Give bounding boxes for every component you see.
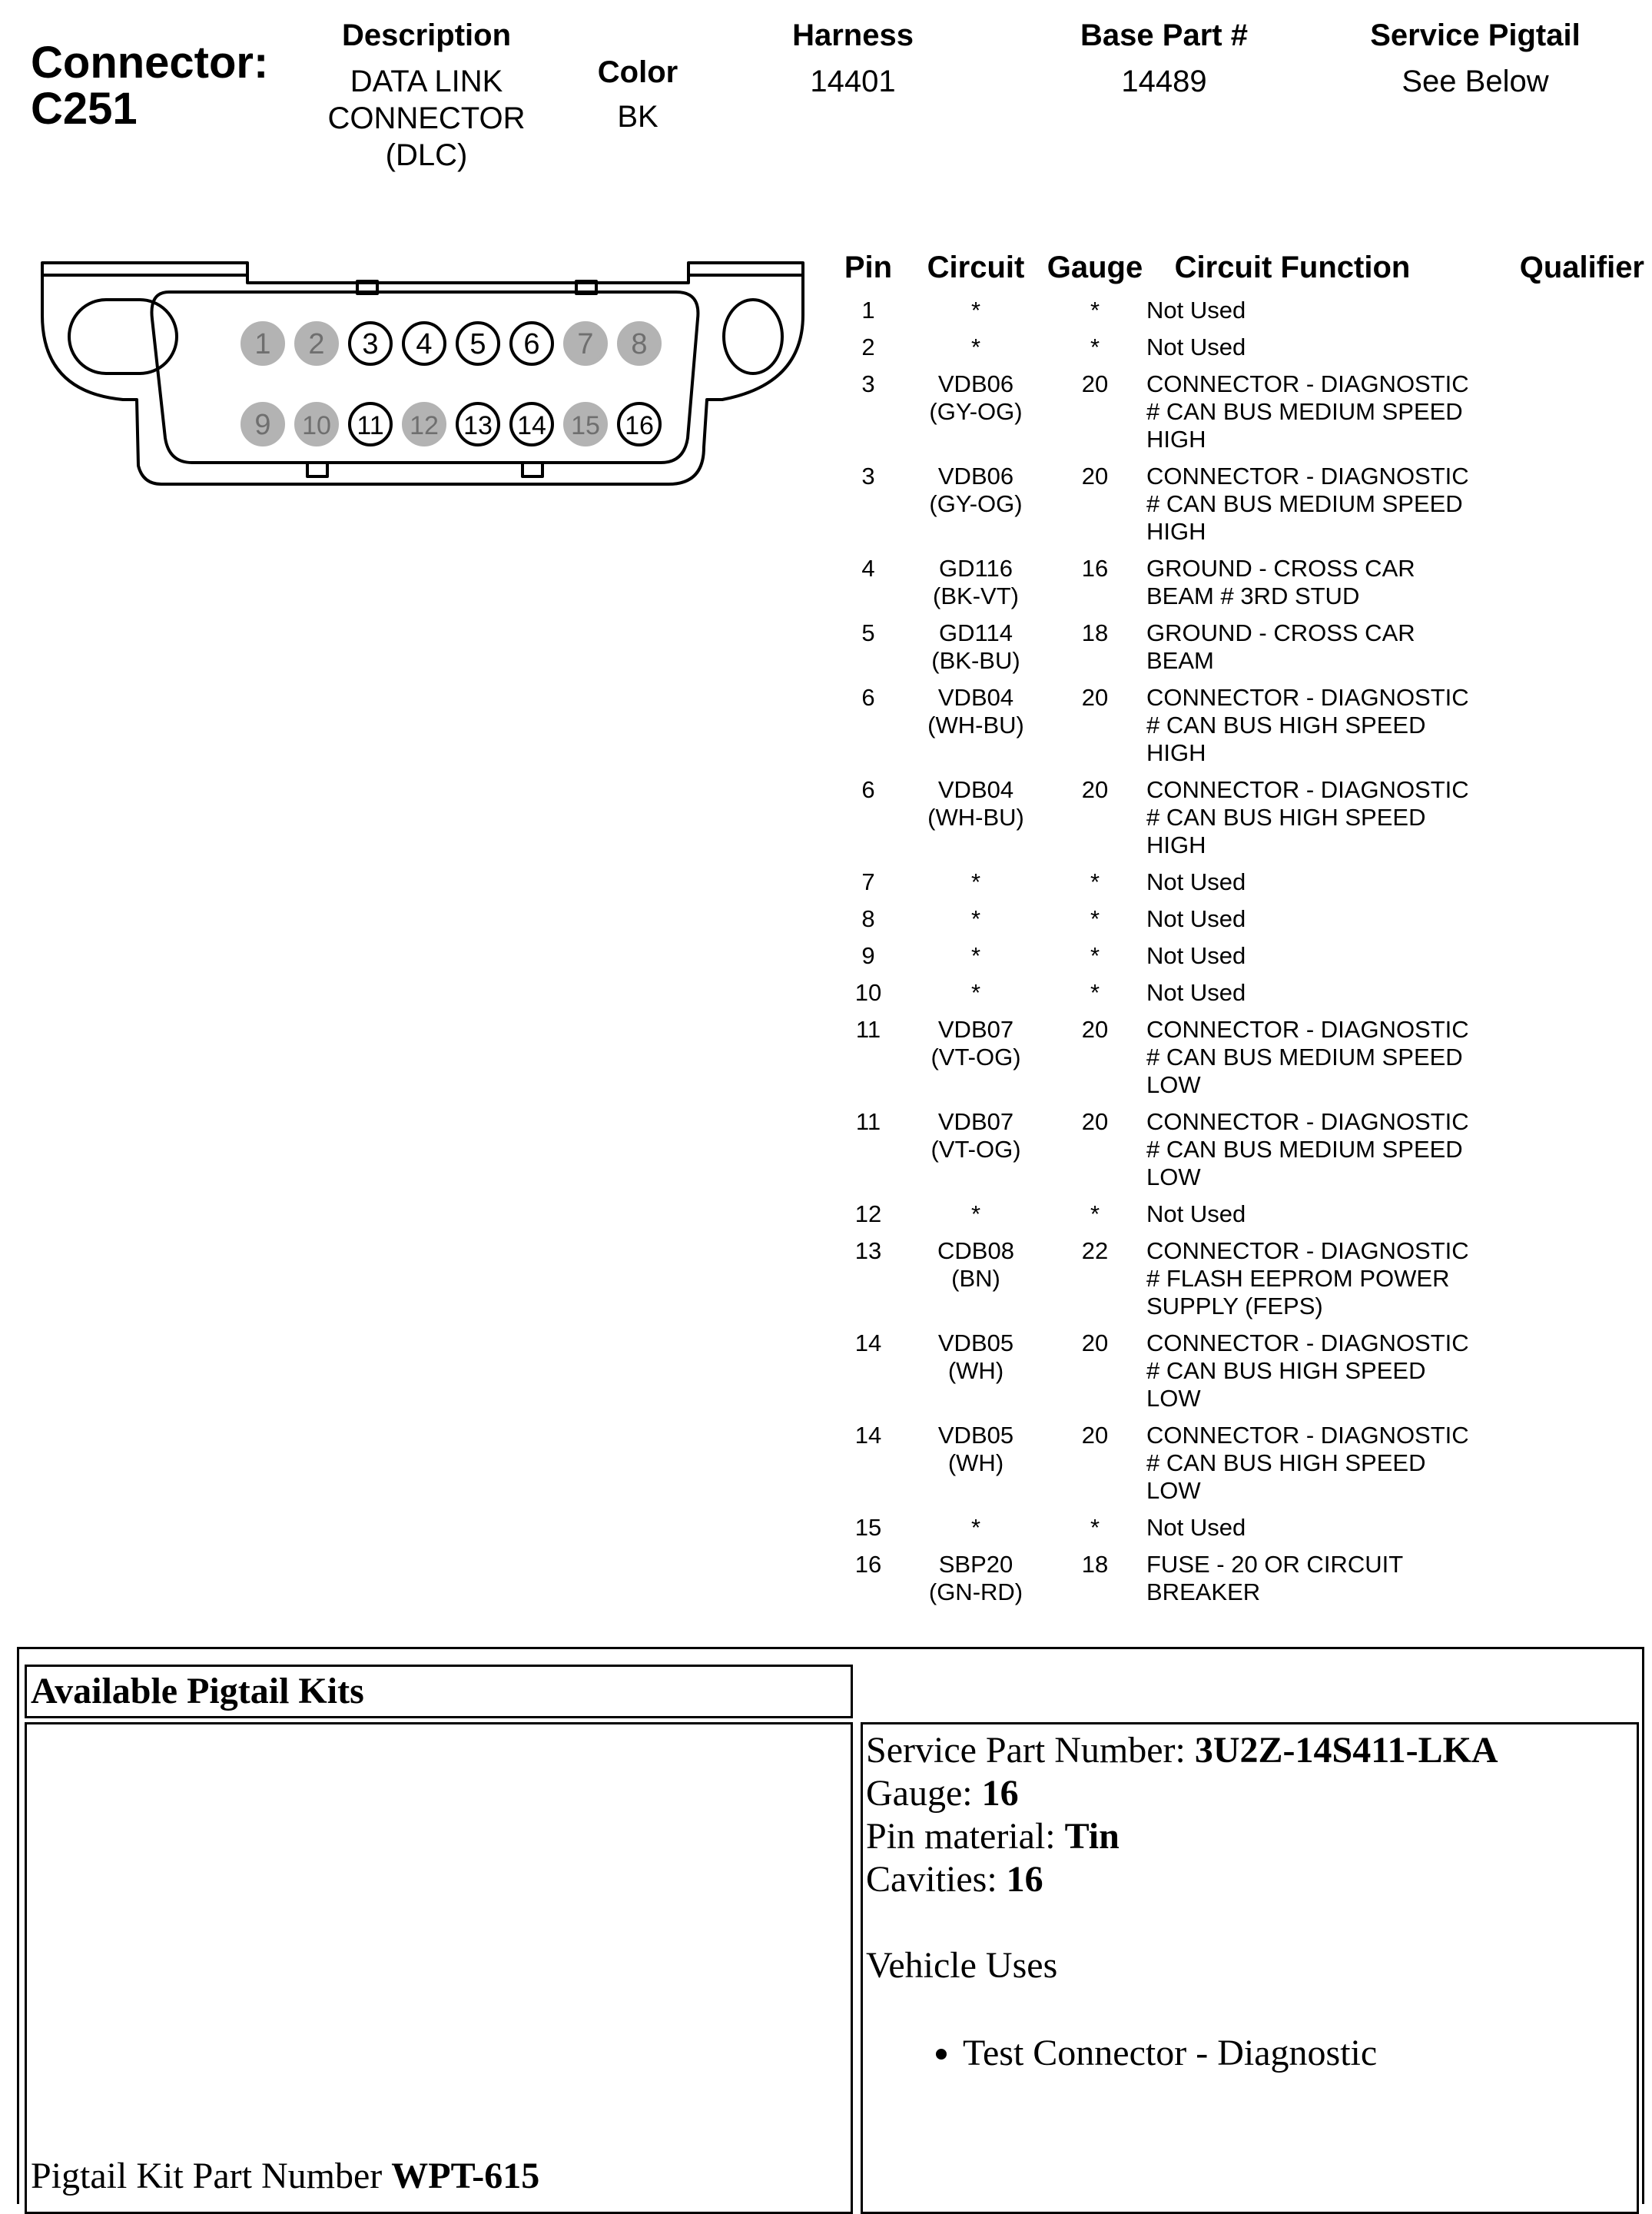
circuit-line: VDB05 <box>937 1422 1014 1449</box>
pin-number: 9 <box>861 942 875 969</box>
function-line: # CAN BUS HIGH SPEED <box>1146 1449 1426 1476</box>
pin-number: 5 <box>861 619 875 646</box>
circuit-line: * <box>970 942 981 969</box>
pin-number: 11 <box>855 1016 881 1043</box>
function-cell <box>1146 868 1492 896</box>
circuit-line: GD116 <box>939 555 1013 582</box>
pigtail-title: Available Pigtail Kits <box>31 1671 364 1711</box>
function-line: CONNECTOR - DIAGNOSTIC <box>1146 370 1469 397</box>
pin-number: 8 <box>861 905 875 932</box>
pigtail-section <box>17 1647 1644 2204</box>
function-line: CONNECTOR - DIAGNOSTIC <box>1146 1237 1469 1264</box>
function-line: BREAKER <box>1146 1578 1261 1605</box>
pin-label: 8 <box>631 328 648 360</box>
circuit-cell <box>911 463 1041 518</box>
pin-label: 1 <box>254 328 271 360</box>
circuit-line: * <box>970 1200 981 1227</box>
circuit-cell <box>911 979 1041 1007</box>
function-line: BEAM # 3RD STUD <box>1146 583 1360 609</box>
circuit-line: (WH) <box>947 1357 1004 1384</box>
pin-label: 5 <box>469 328 486 360</box>
pigtail-title-cell <box>25 1665 853 1718</box>
gauge-cell: 20 <box>1081 1329 1109 1356</box>
circuit-line: (WH-BU) <box>927 712 1024 739</box>
circuit-cell <box>911 334 1041 361</box>
circuit-line: * <box>970 979 981 1006</box>
function-cell <box>1146 334 1492 361</box>
left-mount-slot <box>69 300 177 373</box>
color-column <box>576 54 699 135</box>
gauge-cell: * <box>1090 297 1100 324</box>
function-line: BEAM <box>1146 647 1214 674</box>
pin-label: 16 <box>625 411 654 440</box>
function-line: # CAN BUS MEDIUM SPEED <box>1146 1136 1463 1163</box>
gauge-cell: 20 <box>1081 463 1109 490</box>
connector-diagram <box>38 246 807 500</box>
circuit-line: SBP20 <box>938 1551 1013 1578</box>
function-line: # CAN BUS MEDIUM SPEED <box>1146 490 1463 517</box>
vehicle-uses-list <box>866 2032 1498 2075</box>
circuit-line: (BK-VT) <box>933 583 1019 609</box>
gauge-cell: 18 <box>1081 1551 1109 1578</box>
function-cell <box>1146 979 1492 1007</box>
function-line: GROUND - CROSS CAR <box>1146 619 1415 646</box>
gauge-cell: * <box>1090 1514 1100 1541</box>
pin-number: 16 <box>854 1551 882 1578</box>
function-line: Not Used <box>1146 868 1246 895</box>
circuit-cell <box>911 1200 1041 1228</box>
circuit-cell <box>911 370 1041 426</box>
function-cell <box>1146 1514 1492 1542</box>
pin-material-line <box>866 1815 1498 1858</box>
function-line: Not Used <box>1146 297 1246 324</box>
pin-label: 7 <box>577 328 594 360</box>
qualifier-header: Qualifier <box>1519 251 1644 284</box>
description-column <box>307 17 546 174</box>
gauge-cell: * <box>1090 979 1100 1006</box>
gauge-cell: 22 <box>1081 1237 1109 1264</box>
cavities-line <box>866 1858 1498 1901</box>
circuit-cell <box>911 868 1041 896</box>
function-line: Not Used <box>1146 1200 1246 1227</box>
vehicle-uses-heading: Vehicle Uses <box>866 1945 1058 1986</box>
function-cell <box>1146 1422 1492 1505</box>
cavities-value: 16 <box>1006 1859 1043 1900</box>
circuit-line: VDB06 <box>937 370 1014 397</box>
function-line: Not Used <box>1146 942 1246 969</box>
circuit-cell <box>911 905 1041 933</box>
pigtail-details-cell <box>861 1722 1639 2214</box>
pin-label: 2 <box>308 328 325 360</box>
gauge-header: Gauge <box>1047 251 1143 284</box>
function-line: HIGH <box>1146 518 1206 545</box>
pin-label: 12 <box>410 411 439 440</box>
gauge-cell: 20 <box>1081 776 1109 803</box>
function-cell <box>1146 905 1492 933</box>
function-line: # CAN BUS HIGH SPEED <box>1146 712 1426 739</box>
pin-material-value: Tin <box>1064 1816 1120 1857</box>
function-line: # CAN BUS HIGH SPEED <box>1146 1357 1426 1384</box>
service-part-value: 3U2Z-14S411-LKA <box>1194 1730 1498 1771</box>
service-part-label: Service Part Number: <box>866 1730 1195 1771</box>
pin-number: 6 <box>861 684 875 711</box>
function-line: LOW <box>1146 1385 1201 1412</box>
function-line: CONNECTOR - DIAGNOSTIC <box>1146 1329 1469 1356</box>
function-cell <box>1146 370 1492 453</box>
gauge-cell: 20 <box>1081 684 1109 711</box>
function-cell <box>1146 776 1492 859</box>
key-tab <box>522 463 542 476</box>
function-line: SUPPLY (FEPS) <box>1146 1293 1323 1319</box>
gauge-value: 16 <box>981 1773 1019 1814</box>
connector-label: Connector: <box>31 38 269 88</box>
circuit-line: (GY-OG) <box>929 398 1023 425</box>
service-part-line <box>866 1729 1498 1772</box>
function-cell <box>1146 1551 1492 1606</box>
pin-number: 11 <box>855 1108 881 1135</box>
gauge-cell: * <box>1090 942 1100 969</box>
gauge-cell: * <box>1090 1200 1100 1227</box>
circuit-line: (GY-OG) <box>929 490 1023 517</box>
function-line: Not Used <box>1146 1514 1246 1541</box>
gauge-label: Gauge: <box>866 1773 982 1814</box>
gauge-cell: * <box>1090 905 1100 932</box>
function-line: GROUND - CROSS CAR <box>1146 555 1415 582</box>
gauge-cell: 20 <box>1081 1422 1109 1449</box>
function-line: HIGH <box>1146 831 1206 858</box>
pin-group <box>242 323 660 445</box>
circuit-line: VDB07 <box>937 1108 1014 1135</box>
function-cell <box>1146 1200 1492 1228</box>
circuit-cell <box>911 1551 1041 1606</box>
pin-number: 14 <box>854 1329 882 1356</box>
description-heading: Description <box>341 18 512 52</box>
pin-number: 3 <box>861 463 875 490</box>
gauge-cell: 18 <box>1081 619 1109 646</box>
pin-label: 10 <box>302 411 331 440</box>
pin-number: 12 <box>854 1200 882 1227</box>
pigtail-kit-label: Pigtail Kit Part Number <box>31 2156 392 2196</box>
function-header: Circuit Function <box>1174 251 1411 284</box>
function-cell <box>1146 1237 1492 1320</box>
pin-label: 9 <box>254 409 271 441</box>
function-line: LOW <box>1146 1477 1201 1504</box>
harness-heading: Harness <box>792 18 914 52</box>
circuit-line: (VT-OG) <box>930 1044 1021 1070</box>
function-cell <box>1146 619 1492 675</box>
circuit-cell <box>911 555 1041 610</box>
circuit-line: VDB06 <box>937 463 1014 490</box>
function-cell <box>1146 297 1492 324</box>
circuit-line: * <box>970 297 981 324</box>
function-cell <box>1146 942 1492 970</box>
pigtail-kit-cell <box>25 1722 853 2214</box>
circuit-line: (GN-RD) <box>928 1578 1023 1605</box>
circuit-cell <box>911 1237 1041 1293</box>
function-line: # CAN BUS MEDIUM SPEED <box>1146 1044 1463 1070</box>
harness-value: 14401 <box>810 65 896 98</box>
function-line: CONNECTOR - DIAGNOSTIC <box>1146 1422 1469 1449</box>
function-line: Not Used <box>1146 334 1246 360</box>
circuit-line: (VT-OG) <box>930 1136 1021 1163</box>
gauge-cell: 16 <box>1081 555 1109 582</box>
function-cell <box>1146 555 1492 610</box>
pin-number: 1 <box>861 297 875 324</box>
function-line: # FLASH EEPROM POWER <box>1146 1265 1450 1292</box>
circuit-line: VDB04 <box>937 684 1014 711</box>
circuit-cell <box>911 1016 1041 1071</box>
base-part-heading: Base Part # <box>1080 18 1248 52</box>
function-cell <box>1146 684 1492 767</box>
circuit-cell <box>911 942 1041 970</box>
service-pigtail-value: See Below <box>1402 65 1549 98</box>
circuit-header: Circuit <box>927 251 1025 284</box>
connector-id: C251 <box>31 84 138 134</box>
circuit-cell <box>911 1514 1041 1542</box>
circuit-cell <box>911 297 1041 324</box>
gauge-cell: 20 <box>1081 1016 1109 1043</box>
circuit-line: CDB08 <box>937 1237 1014 1264</box>
pigtail-kit-line <box>31 2155 539 2198</box>
pin-label: 14 <box>517 411 546 440</box>
pin-material-label: Pin material: <box>866 1816 1065 1857</box>
pin-header: Pin <box>844 251 893 284</box>
pin-number: 4 <box>861 555 875 582</box>
function-line: HIGH <box>1146 426 1206 453</box>
pin-label: 3 <box>362 328 379 360</box>
pin-label: 11 <box>357 411 384 440</box>
circuit-cell <box>911 1329 1041 1385</box>
circuit-line: * <box>970 1514 981 1541</box>
function-line: # CAN BUS MEDIUM SPEED <box>1146 398 1463 425</box>
pin-number: 14 <box>854 1422 882 1449</box>
function-cell <box>1146 1016 1492 1099</box>
color-value: BK <box>617 100 658 134</box>
circuit-line: GD114 <box>939 619 1013 646</box>
function-line: LOW <box>1146 1163 1201 1190</box>
gauge-cell: 20 <box>1081 1108 1109 1135</box>
pin-label: 4 <box>416 328 433 360</box>
gauge-line <box>866 1772 1498 1815</box>
key-tab <box>307 463 327 476</box>
function-line: Not Used <box>1146 905 1246 932</box>
function-line: CONNECTOR - DIAGNOSTIC <box>1146 463 1469 490</box>
gauge-cell: * <box>1090 868 1100 895</box>
circuit-cell <box>911 619 1041 675</box>
pin-label: 6 <box>523 328 540 360</box>
circuit-cell <box>911 684 1041 739</box>
function-cell <box>1146 463 1492 546</box>
circuit-line: VDB07 <box>937 1016 1014 1043</box>
color-heading: Color <box>597 55 678 89</box>
function-line: CONNECTOR - DIAGNOSTIC <box>1146 1016 1469 1043</box>
gauge-cell: * <box>1090 334 1100 360</box>
circuit-cell <box>911 1422 1041 1477</box>
vehicle-use-item: • Test Connector - Diagnostic <box>963 2032 1498 2075</box>
circuit-line: (BK-BU) <box>931 647 1020 674</box>
pin-number: 15 <box>854 1514 882 1541</box>
circuit-cell <box>911 776 1041 831</box>
description-line: DATA LINK <box>350 65 503 98</box>
pin-number: 2 <box>861 334 875 360</box>
circuit-line: (WH) <box>947 1449 1004 1476</box>
pin-number: 10 <box>854 979 882 1006</box>
base-part-value: 14489 <box>1121 65 1207 98</box>
circuit-line: * <box>970 905 981 932</box>
function-line: LOW <box>1146 1071 1201 1098</box>
service-pigtail-heading: Service Pigtail <box>1370 18 1581 52</box>
function-line: CONNECTOR - DIAGNOSTIC <box>1146 1108 1469 1135</box>
function-line: CONNECTOR - DIAGNOSTIC <box>1146 684 1469 711</box>
pin-label: 13 <box>463 411 493 440</box>
cavities-label: Cavities: <box>866 1859 1007 1900</box>
function-cell <box>1146 1108 1492 1191</box>
function-cell <box>1146 1329 1492 1412</box>
description-line: (DLC) <box>385 138 468 172</box>
circuit-line: * <box>970 868 981 895</box>
circuit-line: * <box>970 334 981 360</box>
pin-number: 6 <box>861 776 875 803</box>
function-line: Not Used <box>1146 979 1246 1006</box>
right-mount-hole <box>724 300 782 373</box>
service-pigtail-column <box>1345 17 1606 100</box>
harness-column <box>761 17 945 100</box>
circuit-line: VDB05 <box>937 1329 1014 1356</box>
description-line: CONNECTOR <box>327 101 526 135</box>
base-part-column <box>1053 17 1275 100</box>
pin-number: 3 <box>861 370 875 397</box>
pin-number: 7 <box>861 868 875 895</box>
circuit-line: (BN) <box>951 1265 1000 1292</box>
function-line: # CAN BUS HIGH SPEED <box>1146 804 1426 831</box>
gauge-cell: 20 <box>1081 370 1109 397</box>
function-line: FUSE - 20 OR CIRCUIT <box>1146 1551 1404 1578</box>
pigtail-details <box>866 1729 1498 2075</box>
function-line: CONNECTOR - DIAGNOSTIC <box>1146 776 1469 803</box>
function-line: HIGH <box>1146 739 1206 766</box>
pin-label: 15 <box>571 411 600 440</box>
pin-number: 13 <box>854 1237 882 1264</box>
circuit-cell <box>911 1108 1041 1163</box>
pigtail-kit-number: WPT-615 <box>391 2156 540 2196</box>
circuit-line: VDB04 <box>937 776 1014 803</box>
circuit-line: (WH-BU) <box>927 804 1024 831</box>
connector-title <box>31 40 268 132</box>
